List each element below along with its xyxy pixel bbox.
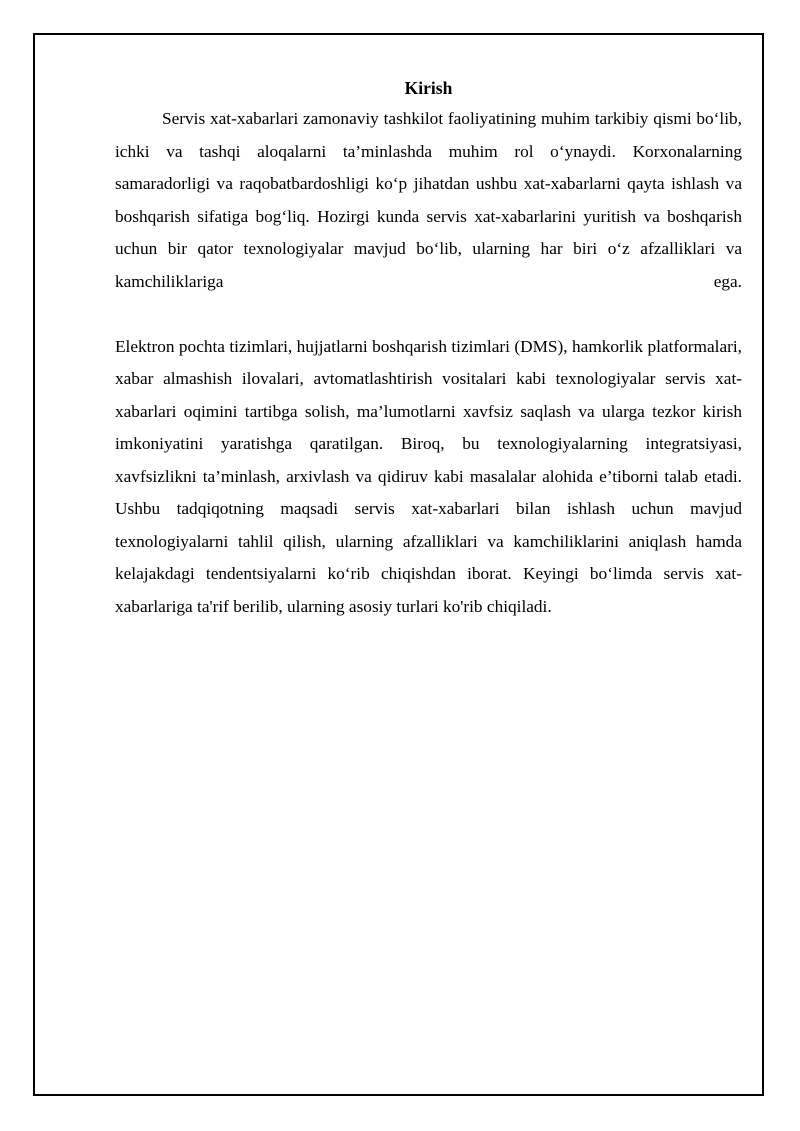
- document-title: Kirish: [404, 78, 453, 98]
- paragraph-spacer: [115, 298, 742, 331]
- document-body: [115, 73, 742, 623]
- paragraph-technologies: Elektron pochta tizimlari, hujjatlarni boshqarish tizimlari (DMS), hamkorlik platformalari, xabar almashish ilovalari, avtomatlashtirish vositalari kabi texnologiyalar servis xat-xabarlari oqimini tartibga solish, ma’lumotlarni xavfsiz saqlash va ularga tezkor kirish imkoniyatini yaratishga qaratilgan. Biroq, bu texnologiyalarning integratsiyasi, xavfsizlikni ta’minlash, arxivlash va qidiruv kabi masalalar alohida e’tiborni talab etadi. Ushbu tadqiqotning maqsadi servis xat-xabarlari bilan ishlash uchun mavjud texnologiyalarni tahlil qilish, ularning afzalliklari va kamchiliklarini aniqlash hamda kelajakdagi tendentsiyalarni ko‘rib chiqishdan iborat. Keyingi bo‘limda servis xat-xabarlariga ta'rif berilib, ularning asosiy turlari ko'rib chiqiladi.: [115, 336, 742, 616]
- paragraph-intro: Servis xat-xabarlari zamonaviy tashkilot faoliyatining muhim tarkibiy qismi bo‘lib, ichki va tashqi aloqalarni ta’minlashda muhim rol o‘ynaydi. Korxonalarning samaradorligi va raqobatbardoshligi ko‘p jihatdan ushbu xat-xabarlarni qayta ishlash va boshqarish sifatiga bog‘liq. Hozirgi kunda servis xat-xabarlarini yuritish va boshqarish uchun bir qator texnologiyalar mavjud bo‘lib, ularning har biri o‘z afzalliklari va kamchiliklariga ega.: [115, 109, 742, 291]
